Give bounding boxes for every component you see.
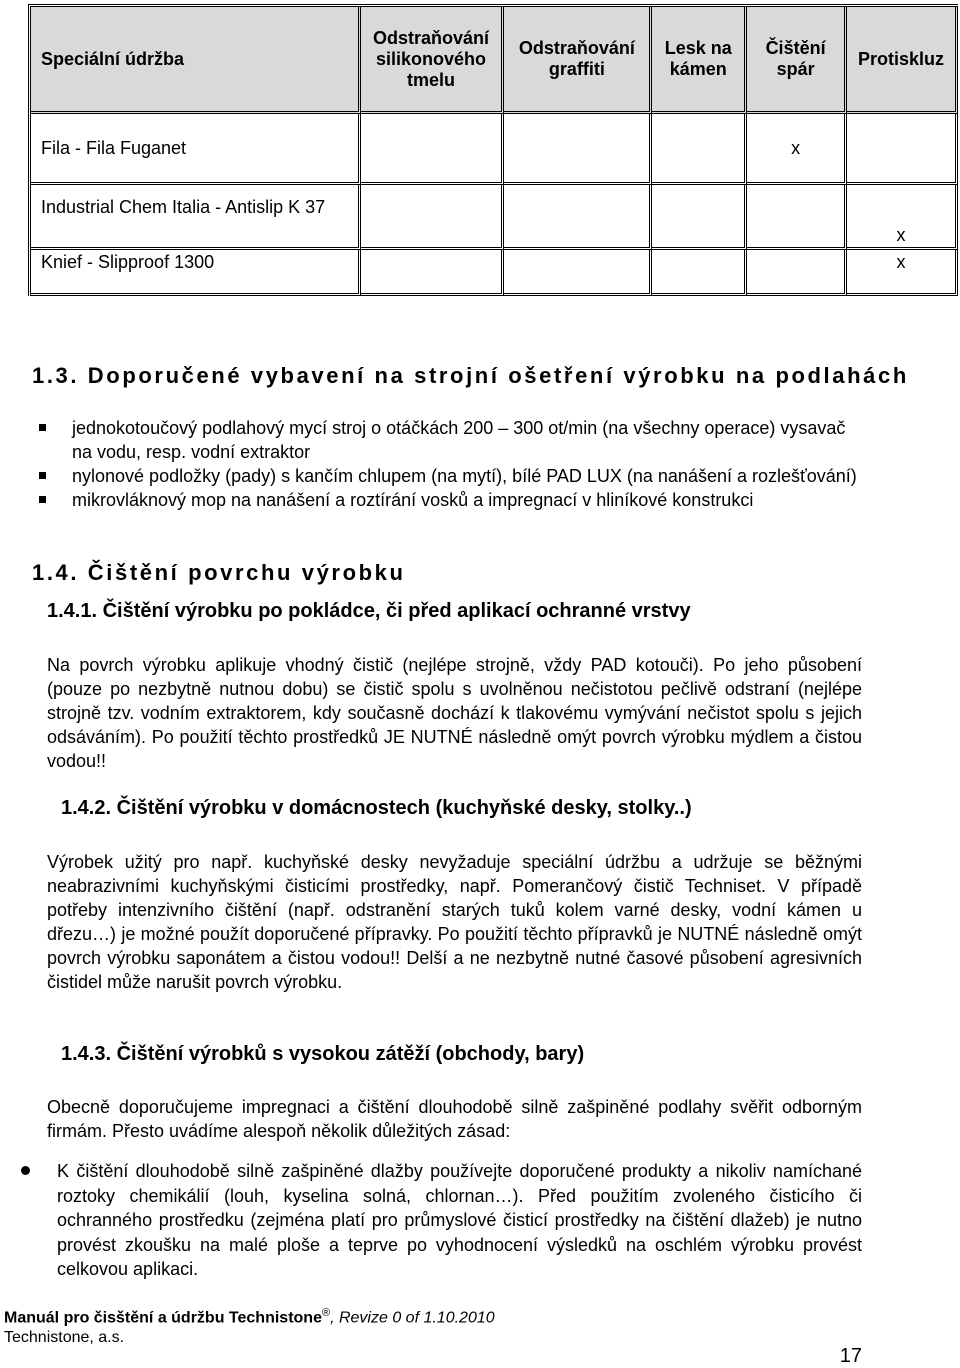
mark-cell <box>652 114 747 185</box>
mark-cell <box>847 114 958 185</box>
mark-cell <box>361 250 505 296</box>
mark-cell <box>652 250 747 296</box>
header-cell: Odstraňování graffiti <box>504 7 652 114</box>
mark-cell <box>652 185 747 250</box>
table-header-row <box>31 7 958 114</box>
mark-cell <box>747 185 847 250</box>
maintenance-table <box>28 4 958 296</box>
square-bullet-icon <box>39 496 46 503</box>
list-item <box>39 416 865 464</box>
square-bullet-icon <box>39 472 46 479</box>
paragraph-1-4-3: Obecně doporučujeme impregnaci a čištění dlouhodobě silně zašpiněné podlahy svěřit odborným firmám. Přesto uvádíme alespoň několik důležitých zásad: <box>47 1097 862 1141</box>
footer <box>4 1303 495 1348</box>
footer-manual-title: Manuál pro čisštění a údržbu Technistone <box>4 1309 322 1327</box>
list-item <box>21 1159 862 1282</box>
page-number: 17 <box>839 1345 862 1367</box>
section-heading-1-4-2: 1.4.2. Čištění výrobku v domácnostech (kuchyňské desky, stolky..) <box>61 797 692 819</box>
registered-mark: ® <box>321 1307 331 1319</box>
list-item-text: nylonové podložky (pady) s kančím chlupem (na mytí), bílé PAD LUX (na nanášení a rozlešťování) <box>72 466 857 486</box>
header-cell: Protiskluz <box>847 7 958 114</box>
dot-bullet-icon <box>21 1166 30 1175</box>
product-name: Fila - Fila Fuganet <box>31 114 361 185</box>
mark-cell <box>361 114 505 185</box>
mark-cell <box>747 250 847 296</box>
mark-cell <box>504 250 652 296</box>
table-row <box>31 250 958 296</box>
list-item <box>39 488 865 512</box>
mark-cell <box>504 114 652 185</box>
table-row <box>31 185 958 250</box>
mark-cell: x <box>747 114 847 185</box>
paragraph-1-4-2: Výrobek užitý pro např. kuchyňské desky nevyžaduje speciální údržbu a udržuje se běžnými neabrazivními kuchyňskými čisticími prostředky, např. Pomerančový čistič Techniset. V případě potřeby intenzivního čištění (např. odstranění starých tuků kolem varné desky, vodní kámen u dřezu…) je možné použít doporučené přípravky. Po použití těchto přípravků je NUTNÉ následně omýt povrch výrobku saponátem a čistou vodou!! Delší a ne nezbytně nutné časové působení agresivních čistidel může narušit povrch výrobku. <box>47 852 862 992</box>
list-item-text: jednokotoučový podlahový mycí stroj o otáčkách 200 – 300 ot/min (na všechny operace) vysavač na vodu, resp. vodní extraktor <box>72 418 846 462</box>
header-cell: Lesk na kámen <box>652 7 747 114</box>
product-name: Knief - Slipproof 1300 <box>31 250 361 296</box>
section-heading-1-4: 1.4. Čištění povrchu výrobku <box>32 560 406 585</box>
footer-revision: , Revize 0 of 1.10.2010 <box>330 1309 495 1327</box>
section-heading-1-3: 1.3. Doporučené vybavení na strojní ošetření výrobku na podlahách <box>32 363 909 388</box>
principles-list <box>21 1159 862 1282</box>
list-item-text: K čištění dlouhodobě silně zašpiněné dlažby používejte doporučené produkty a nikoliv namíchané roztoky chemikálií (louh, kyselina solná, chlornan…). Před použitím zvoleného čisticího či ochranného prostředku (zejména platí pro průmyslové čisticí prostředky na čištění dlažeb) je nutno provést zkoušku na malé ploše a teprve po vyhodnocení výsledků na oschlém výrobku provést celkovou aplikaci. <box>57 1161 862 1280</box>
paragraph-1-4-1: Na povrch výrobku aplikuje vhodný čistič (nejlépe strojně, vždy PAD kotouči). Po jeho působení (pouze po nezbytně nutnou dobu) se čistič spolu s uvolněnou nečistotou pečlivě odstraní (nejlépe strojně tzv. vodním extraktorem, kdy současně dochází k tlakovému vymývání nečistot spolu s jejich odsáváním). Po použití těchto prostředků JE NUTNÉ následně omýt povrch výrobku mýdlem a čistou vodou!! <box>47 655 862 771</box>
product-name: Industrial Chem Italia - Antislip K 37 <box>31 185 361 250</box>
square-bullet-icon <box>39 424 46 431</box>
section-heading-1-4-1: 1.4.1. Čištění výrobku po pokládce, či před aplikací ochranné vrstvy <box>47 600 691 622</box>
mark-cell: x <box>847 250 958 296</box>
mark-cell <box>504 185 652 250</box>
table-row <box>31 114 958 185</box>
list-item <box>39 464 865 488</box>
header-cell: Čištění spár <box>747 7 847 114</box>
mark-cell: x <box>847 185 958 250</box>
footer-company: Technistone, a.s. <box>4 1329 125 1347</box>
section-heading-1-4-3: 1.4.3. Čištění výrobků s vysokou zátěží (obchody, bary) <box>61 1043 585 1065</box>
header-cell: Speciální údržba <box>31 7 361 114</box>
list-item-text: mikrovláknový mop na nanášení a roztírání vosků a impregnací v hliníkové konstrukci <box>72 490 754 510</box>
header-cell: Odstraňování silikonového tmelu <box>361 7 505 114</box>
equipment-list <box>39 416 865 512</box>
mark-cell <box>361 185 505 250</box>
